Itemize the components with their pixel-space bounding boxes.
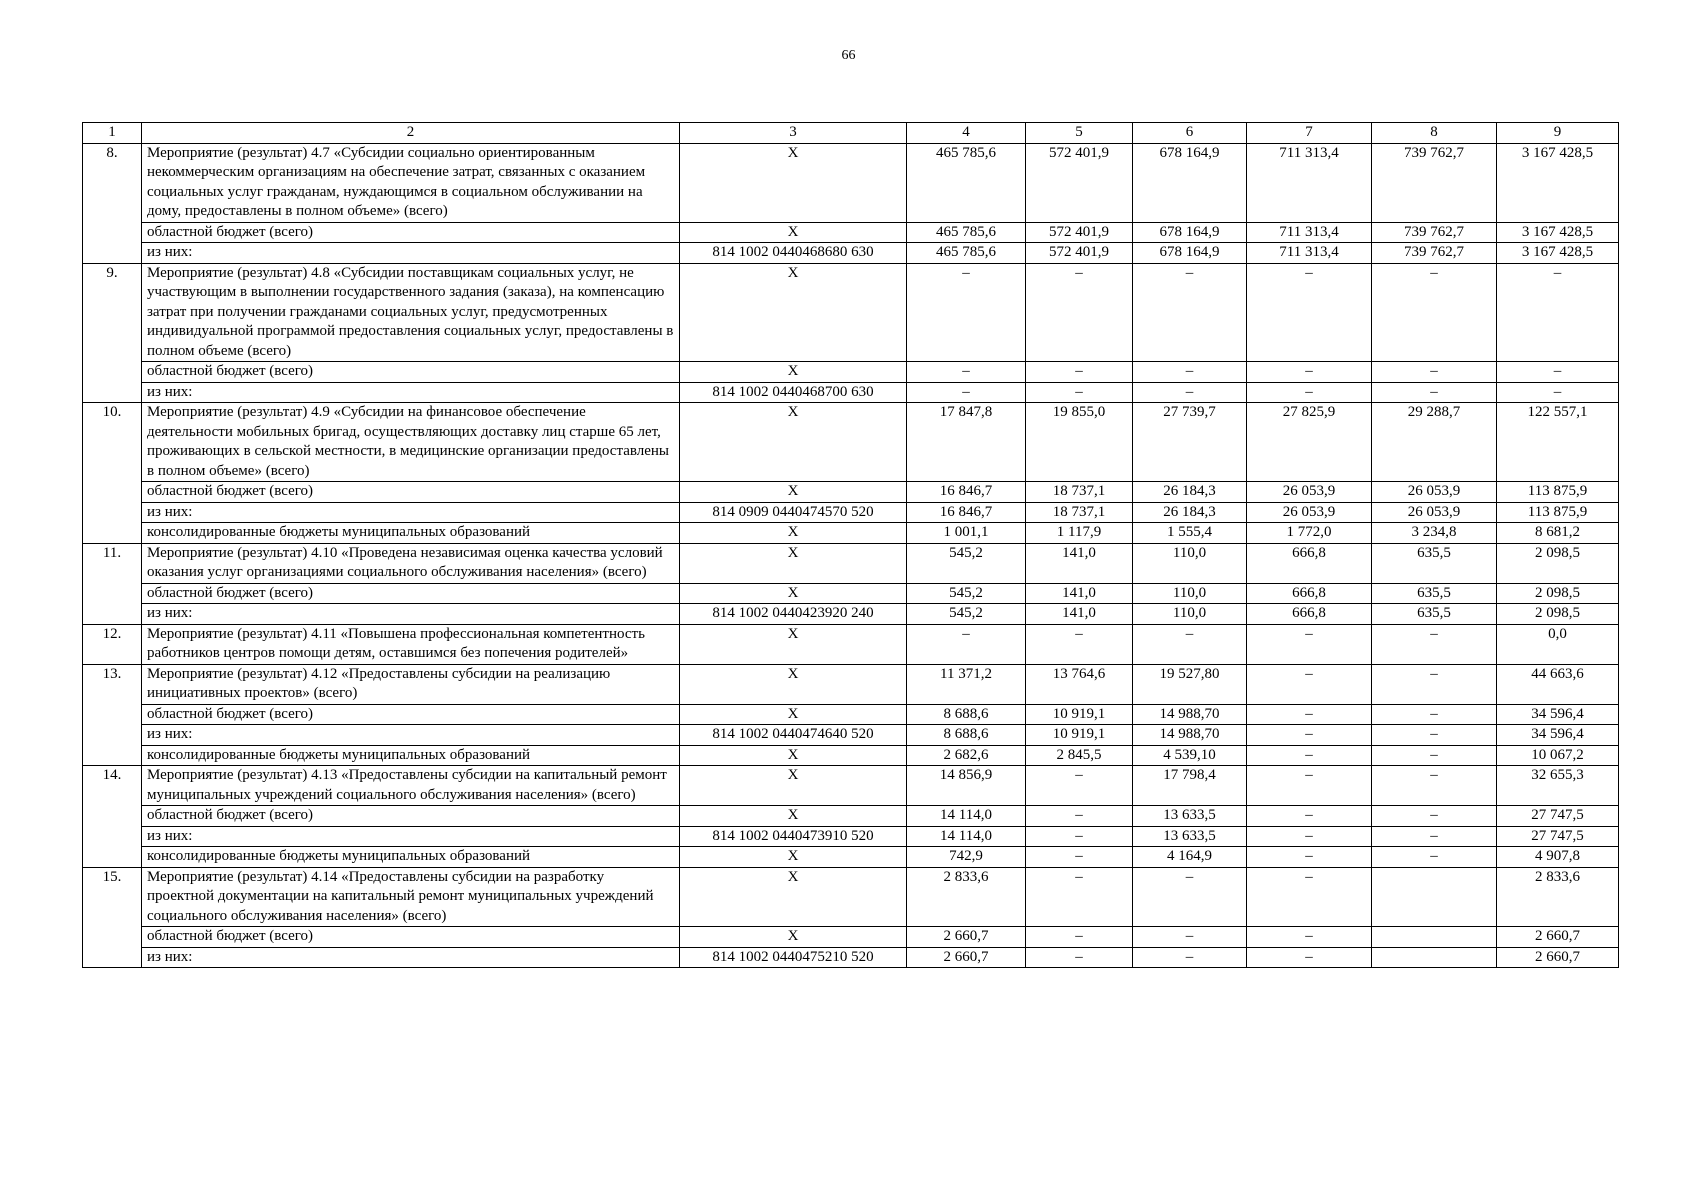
value-cell: – bbox=[1133, 382, 1247, 403]
column-header: 9 bbox=[1497, 123, 1619, 144]
value-cell: 711 313,4 bbox=[1247, 222, 1372, 243]
value-cell: – bbox=[1247, 624, 1372, 664]
activity-row bbox=[83, 766, 1619, 806]
row-number: 14. bbox=[83, 766, 142, 868]
value-cell: – bbox=[1133, 624, 1247, 664]
budget-subrow bbox=[83, 604, 1619, 625]
activity-row bbox=[83, 403, 1619, 482]
value-cell: 14 856,9 bbox=[907, 766, 1026, 806]
value-cell: – bbox=[1372, 664, 1497, 704]
column-header: 7 bbox=[1247, 123, 1372, 144]
value-cell: – bbox=[1497, 382, 1619, 403]
row-name: из них: bbox=[142, 604, 680, 625]
value-cell: 8 681,2 bbox=[1497, 523, 1619, 544]
row-number: 12. bbox=[83, 624, 142, 664]
budget-subrow bbox=[83, 482, 1619, 503]
budget-code: Х bbox=[680, 704, 907, 725]
budget-subrow bbox=[83, 947, 1619, 968]
row-name: Мероприятие (результат) 4.9 «Субсидии на финансовое обеспечение деятельности мобильных бригад, осуществляющих доставку лиц старше 65 лет, проживающих в сельской местности, в медицинские организации предоставлены в полном объеме» (всего) bbox=[142, 403, 680, 482]
value-cell: – bbox=[1247, 766, 1372, 806]
budget-code: 814 1002 0440473910 520 bbox=[680, 826, 907, 847]
value-cell: 13 633,5 bbox=[1133, 826, 1247, 847]
value-cell: 13 764,6 bbox=[1026, 664, 1133, 704]
value-cell: – bbox=[1247, 847, 1372, 868]
value-cell: 10 919,1 bbox=[1026, 704, 1133, 725]
row-number: 10. bbox=[83, 403, 142, 544]
value-cell: 11 371,2 bbox=[907, 664, 1026, 704]
value-cell: – bbox=[1372, 725, 1497, 746]
value-cell: 545,2 bbox=[907, 543, 1026, 583]
value-cell: – bbox=[1247, 725, 1372, 746]
column-header: 5 bbox=[1026, 123, 1133, 144]
value-cell: 3 234,8 bbox=[1372, 523, 1497, 544]
value-cell: – bbox=[1026, 826, 1133, 847]
budget-subrow bbox=[83, 745, 1619, 766]
value-cell: 4 907,8 bbox=[1497, 847, 1619, 868]
budget-code: 814 1002 0440468700 630 bbox=[680, 382, 907, 403]
value-cell: – bbox=[1026, 927, 1133, 948]
value-cell: 1 117,9 bbox=[1026, 523, 1133, 544]
row-number: 13. bbox=[83, 664, 142, 766]
value-cell: – bbox=[907, 263, 1026, 362]
budget-subrow bbox=[83, 704, 1619, 725]
value-cell: 666,8 bbox=[1247, 543, 1372, 583]
budget-code: Х bbox=[680, 867, 907, 927]
budget-code: 814 1002 0440475210 520 bbox=[680, 947, 907, 968]
value-cell: – bbox=[1247, 745, 1372, 766]
value-cell: 34 596,4 bbox=[1497, 725, 1619, 746]
row-name: Мероприятие (результат) 4.7 «Субсидии социально ориентированным некоммерческим организациям на обеспечение затрат, связанных с оказанием социальных услуг гражданам, нуждающимся в социальном обслуживании на дому, предоставлены в полном объеме» (всего) bbox=[142, 143, 680, 222]
value-cell: 0,0 bbox=[1497, 624, 1619, 664]
column-header: 6 bbox=[1133, 123, 1247, 144]
value-cell bbox=[1372, 947, 1497, 968]
value-cell: – bbox=[1247, 263, 1372, 362]
row-name: областной бюджет (всего) bbox=[142, 482, 680, 503]
value-cell: – bbox=[1372, 826, 1497, 847]
value-cell: 739 762,7 bbox=[1372, 143, 1497, 222]
row-name: из них: bbox=[142, 947, 680, 968]
value-cell: 8 688,6 bbox=[907, 704, 1026, 725]
value-cell: 2 098,5 bbox=[1497, 604, 1619, 625]
row-name: областной бюджет (всего) bbox=[142, 583, 680, 604]
value-cell: 27 739,7 bbox=[1133, 403, 1247, 482]
value-cell: – bbox=[1133, 947, 1247, 968]
value-cell: – bbox=[1247, 382, 1372, 403]
column-header: 4 bbox=[907, 123, 1026, 144]
value-cell: – bbox=[1247, 362, 1372, 383]
budget-code: Х bbox=[680, 222, 907, 243]
value-cell: – bbox=[1372, 745, 1497, 766]
value-cell: 17 798,4 bbox=[1133, 766, 1247, 806]
budget-code: Х bbox=[680, 523, 907, 544]
row-name: Мероприятие (результат) 4.12 «Предоставлены субсидии на реализацию инициативных проектов» (всего) bbox=[142, 664, 680, 704]
value-cell: 110,0 bbox=[1133, 543, 1247, 583]
value-cell: 113 875,9 bbox=[1497, 482, 1619, 503]
column-header: 1 bbox=[83, 123, 142, 144]
value-cell: – bbox=[1026, 947, 1133, 968]
value-cell: – bbox=[1372, 704, 1497, 725]
value-cell: 1 555,4 bbox=[1133, 523, 1247, 544]
row-name: из них: bbox=[142, 725, 680, 746]
value-cell: 742,9 bbox=[907, 847, 1026, 868]
value-cell: – bbox=[1247, 826, 1372, 847]
value-cell: 26 053,9 bbox=[1372, 482, 1497, 503]
value-cell: – bbox=[1026, 382, 1133, 403]
value-cell: – bbox=[1497, 263, 1619, 362]
value-cell: 10 919,1 bbox=[1026, 725, 1133, 746]
budget-subrow bbox=[83, 222, 1619, 243]
row-name: из них: bbox=[142, 382, 680, 403]
budget-code: 814 1002 0440423920 240 bbox=[680, 604, 907, 625]
row-name: из них: bbox=[142, 243, 680, 264]
value-cell: 4 164,9 bbox=[1133, 847, 1247, 868]
row-name: Мероприятие (результат) 4.10 «Проведена независимая оценка качества условий оказания услуг организациями социального обслуживания населения» (всего) bbox=[142, 543, 680, 583]
budget-code: 814 1002 0440468680 630 bbox=[680, 243, 907, 264]
activity-row bbox=[83, 143, 1619, 222]
value-cell: 3 167 428,5 bbox=[1497, 143, 1619, 222]
value-cell: – bbox=[1133, 867, 1247, 927]
value-cell: – bbox=[1497, 362, 1619, 383]
value-cell: 2 098,5 bbox=[1497, 583, 1619, 604]
budget-code: Х bbox=[680, 664, 907, 704]
value-cell: 572 401,9 bbox=[1026, 143, 1133, 222]
value-cell: – bbox=[907, 362, 1026, 383]
value-cell: – bbox=[1372, 806, 1497, 827]
value-cell: – bbox=[1247, 947, 1372, 968]
value-cell: – bbox=[1133, 263, 1247, 362]
value-cell: – bbox=[1133, 927, 1247, 948]
row-name: Мероприятие (результат) 4.11 «Повышена профессиональная компетентность работников центров помощи детям, оставшимся без попечения родителей» bbox=[142, 624, 680, 664]
value-cell: 27 747,5 bbox=[1497, 806, 1619, 827]
value-cell bbox=[1372, 927, 1497, 948]
header-row bbox=[83, 123, 1619, 144]
value-cell: 635,5 bbox=[1372, 543, 1497, 583]
value-cell: 18 737,1 bbox=[1026, 502, 1133, 523]
value-cell: – bbox=[1026, 624, 1133, 664]
budget-code: 814 0909 0440474570 520 bbox=[680, 502, 907, 523]
budget-subrow bbox=[83, 826, 1619, 847]
value-cell: 26 184,3 bbox=[1133, 482, 1247, 503]
value-cell bbox=[1372, 867, 1497, 927]
column-header: 3 bbox=[680, 123, 907, 144]
row-name: областной бюджет (всего) bbox=[142, 362, 680, 383]
budget-code: Х bbox=[680, 143, 907, 222]
value-cell: – bbox=[1133, 362, 1247, 383]
value-cell: 141,0 bbox=[1026, 543, 1133, 583]
budget-code: Х bbox=[680, 362, 907, 383]
value-cell: 141,0 bbox=[1026, 583, 1133, 604]
value-cell: 2 682,6 bbox=[907, 745, 1026, 766]
value-cell: 26 053,9 bbox=[1247, 482, 1372, 503]
value-cell: 678 164,9 bbox=[1133, 243, 1247, 264]
value-cell: 19 855,0 bbox=[1026, 403, 1133, 482]
column-header: 8 bbox=[1372, 123, 1497, 144]
row-name: областной бюджет (всего) bbox=[142, 927, 680, 948]
row-name: консолидированные бюджеты муниципальных образований bbox=[142, 523, 680, 544]
activity-row bbox=[83, 543, 1619, 583]
value-cell: 14 988,70 bbox=[1133, 725, 1247, 746]
value-cell: 32 655,3 bbox=[1497, 766, 1619, 806]
value-cell: 14 114,0 bbox=[907, 826, 1026, 847]
value-cell: 27 825,9 bbox=[1247, 403, 1372, 482]
budget-subrow bbox=[83, 806, 1619, 827]
value-cell: 19 527,80 bbox=[1133, 664, 1247, 704]
budget-code: Х bbox=[680, 583, 907, 604]
value-cell: 2 660,7 bbox=[907, 927, 1026, 948]
value-cell: 635,5 bbox=[1372, 583, 1497, 604]
value-cell: 26 053,9 bbox=[1372, 502, 1497, 523]
value-cell: 110,0 bbox=[1133, 604, 1247, 625]
value-cell: – bbox=[1247, 704, 1372, 725]
value-cell: 545,2 bbox=[907, 583, 1026, 604]
value-cell: 635,5 bbox=[1372, 604, 1497, 625]
value-cell: – bbox=[907, 382, 1026, 403]
value-cell: 465 785,6 bbox=[907, 243, 1026, 264]
row-number: 8. bbox=[83, 143, 142, 263]
value-cell: 17 847,8 bbox=[907, 403, 1026, 482]
value-cell: 44 663,6 bbox=[1497, 664, 1619, 704]
value-cell: 465 785,6 bbox=[907, 222, 1026, 243]
value-cell: – bbox=[1372, 847, 1497, 868]
activity-row bbox=[83, 867, 1619, 927]
value-cell: – bbox=[1026, 847, 1133, 868]
value-cell: 3 167 428,5 bbox=[1497, 243, 1619, 264]
value-cell: 13 633,5 bbox=[1133, 806, 1247, 827]
row-name: Мероприятие (результат) 4.14 «Предоставлены субсидии на разработку проектной документации на капитальный ремонт муниципальных учреждений социального обслуживания населения» (всего) bbox=[142, 867, 680, 927]
value-cell: 666,8 bbox=[1247, 604, 1372, 625]
row-name: из них: bbox=[142, 502, 680, 523]
row-number: 11. bbox=[83, 543, 142, 624]
budget-subrow bbox=[83, 583, 1619, 604]
value-cell: 16 846,7 bbox=[907, 482, 1026, 503]
activity-row bbox=[83, 664, 1619, 704]
value-cell: 572 401,9 bbox=[1026, 243, 1133, 264]
row-name: областной бюджет (всего) bbox=[142, 704, 680, 725]
value-cell: 1 001,1 bbox=[907, 523, 1026, 544]
value-cell: – bbox=[1026, 867, 1133, 927]
budget-subrow bbox=[83, 927, 1619, 948]
value-cell: – bbox=[1026, 766, 1133, 806]
value-cell: 3 167 428,5 bbox=[1497, 222, 1619, 243]
value-cell: 2 660,7 bbox=[1497, 947, 1619, 968]
budget-subrow bbox=[83, 725, 1619, 746]
value-cell: 26 184,3 bbox=[1133, 502, 1247, 523]
budget-subrow bbox=[83, 523, 1619, 544]
value-cell: 2 098,5 bbox=[1497, 543, 1619, 583]
row-name: консолидированные бюджеты муниципальных образований bbox=[142, 745, 680, 766]
budget-subrow bbox=[83, 362, 1619, 383]
value-cell: 678 164,9 bbox=[1133, 143, 1247, 222]
row-name: Мероприятие (результат) 4.13 «Предоставлены субсидии на капитальный ремонт муниципальных учреждений социального обслуживания населения» (всего) bbox=[142, 766, 680, 806]
value-cell: – bbox=[1372, 766, 1497, 806]
value-cell: 711 313,4 bbox=[1247, 243, 1372, 264]
budget-code: Х bbox=[680, 806, 907, 827]
activity-row bbox=[83, 624, 1619, 664]
budget-code: Х bbox=[680, 263, 907, 362]
value-cell: 122 557,1 bbox=[1497, 403, 1619, 482]
value-cell: – bbox=[1372, 362, 1497, 383]
column-header: 2 bbox=[142, 123, 680, 144]
value-cell: 16 846,7 bbox=[907, 502, 1026, 523]
value-cell: 110,0 bbox=[1133, 583, 1247, 604]
value-cell: 711 313,4 bbox=[1247, 143, 1372, 222]
value-cell: 2 660,7 bbox=[1497, 927, 1619, 948]
budget-code: Х bbox=[680, 927, 907, 948]
budget-code: Х bbox=[680, 543, 907, 583]
value-cell: – bbox=[1247, 867, 1372, 927]
value-cell: 113 875,9 bbox=[1497, 502, 1619, 523]
value-cell: 2 660,7 bbox=[907, 947, 1026, 968]
value-cell: 739 762,7 bbox=[1372, 243, 1497, 264]
value-cell: 8 688,6 bbox=[907, 725, 1026, 746]
value-cell: 2 833,6 bbox=[1497, 867, 1619, 927]
value-cell: 2 833,6 bbox=[907, 867, 1026, 927]
activity-row bbox=[83, 263, 1619, 362]
row-name: Мероприятие (результат) 4.8 «Субсидии поставщикам социальных услуг, не участвующим в выполнении государственного задания (заказа), на компенсацию затрат при получении гражданами социальных услуг, предусмотренных индивидуальной программой предоставления социальных услуг, предоставлены в полном объеме (всего) bbox=[142, 263, 680, 362]
budget-code: Х bbox=[680, 482, 907, 503]
budget-subrow bbox=[83, 243, 1619, 264]
value-cell: 27 747,5 bbox=[1497, 826, 1619, 847]
value-cell: 14 988,70 bbox=[1133, 704, 1247, 725]
value-cell: – bbox=[1372, 382, 1497, 403]
budget-code: Х bbox=[680, 403, 907, 482]
budget-subrow bbox=[83, 382, 1619, 403]
value-cell: 34 596,4 bbox=[1497, 704, 1619, 725]
budget-code: Х bbox=[680, 745, 907, 766]
value-cell: 545,2 bbox=[907, 604, 1026, 625]
value-cell: 2 845,5 bbox=[1026, 745, 1133, 766]
page-number: 66 bbox=[841, 48, 856, 63]
budget-code: Х bbox=[680, 766, 907, 806]
value-cell: 141,0 bbox=[1026, 604, 1133, 625]
value-cell: – bbox=[1247, 927, 1372, 948]
budget-code: 814 1002 0440474640 520 bbox=[680, 725, 907, 746]
value-cell: 14 114,0 bbox=[907, 806, 1026, 827]
value-cell: – bbox=[1026, 263, 1133, 362]
value-cell: 26 053,9 bbox=[1247, 502, 1372, 523]
value-cell: – bbox=[1247, 806, 1372, 827]
row-number: 9. bbox=[83, 263, 142, 403]
value-cell: 4 539,10 bbox=[1133, 745, 1247, 766]
value-cell: – bbox=[1372, 624, 1497, 664]
budget-code: Х bbox=[680, 624, 907, 664]
row-name: областной бюджет (всего) bbox=[142, 222, 680, 243]
budget-subrow bbox=[83, 502, 1619, 523]
value-cell: – bbox=[907, 624, 1026, 664]
value-cell: – bbox=[1372, 263, 1497, 362]
budget-table bbox=[82, 122, 1619, 968]
value-cell: 666,8 bbox=[1247, 583, 1372, 604]
value-cell: 10 067,2 bbox=[1497, 745, 1619, 766]
value-cell: – bbox=[1247, 664, 1372, 704]
value-cell: 572 401,9 bbox=[1026, 222, 1133, 243]
row-number: 15. bbox=[83, 867, 142, 968]
value-cell: 739 762,7 bbox=[1372, 222, 1497, 243]
budget-code: Х bbox=[680, 847, 907, 868]
value-cell: 1 772,0 bbox=[1247, 523, 1372, 544]
value-cell: – bbox=[1026, 362, 1133, 383]
value-cell: 678 164,9 bbox=[1133, 222, 1247, 243]
value-cell: 29 288,7 bbox=[1372, 403, 1497, 482]
row-name: из них: bbox=[142, 826, 680, 847]
value-cell: 18 737,1 bbox=[1026, 482, 1133, 503]
budget-subrow bbox=[83, 847, 1619, 868]
value-cell: 465 785,6 bbox=[907, 143, 1026, 222]
row-name: консолидированные бюджеты муниципальных образований bbox=[142, 847, 680, 868]
value-cell: – bbox=[1026, 806, 1133, 827]
row-name: областной бюджет (всего) bbox=[142, 806, 680, 827]
